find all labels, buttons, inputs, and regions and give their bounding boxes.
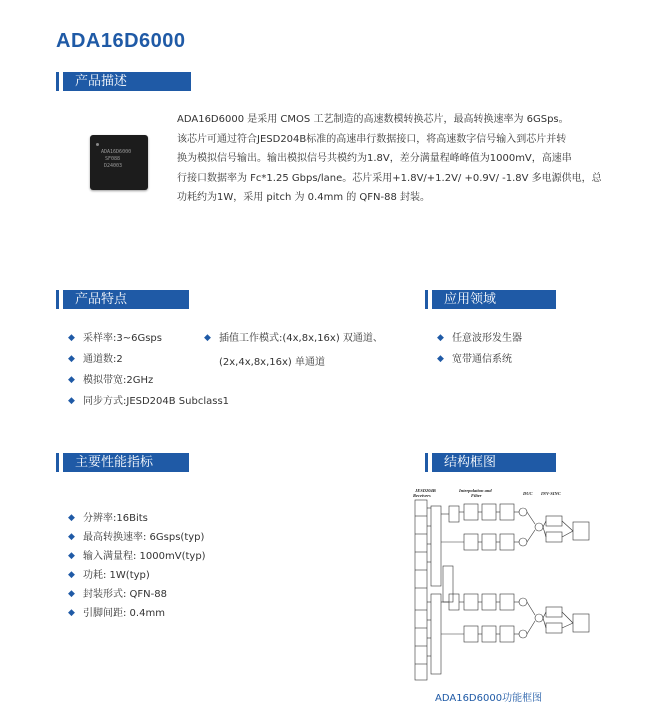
section-specs-header — [56, 453, 189, 472]
list-item: ◆ 任意波形发生器 — [437, 328, 522, 349]
diagram-header-filter: Filter — [471, 493, 482, 498]
section-block-header — [425, 453, 556, 472]
list-item: ◆ 插值工作模式:(4x,8x,16x) 双通道、 — [204, 328, 383, 349]
list-item: ◆ 采样率:3~6Gsps — [68, 328, 229, 349]
diamond-bullet-icon: ◆ — [68, 375, 75, 385]
list-item: ◆ 引脚间距: 0.4mm — [68, 604, 206, 623]
description-line: 换为模拟信号输出。输出模拟信号共模约为1.8V，差分满量程峰峰值为1000mV，高速串 — [177, 153, 572, 164]
product-description — [177, 110, 617, 208]
chip-image — [90, 135, 148, 190]
diamond-bullet-icon: ◆ — [68, 551, 75, 561]
diagram-header-receivers: Receivers — [413, 493, 431, 498]
chip-marking-1: ADA16D6000 — [101, 149, 132, 155]
list-item: ◆ 模拟带宽:2GHz — [68, 370, 229, 391]
section-applications-label: 应用领域 — [432, 290, 556, 309]
diamond-bullet-icon: ◆ — [68, 513, 75, 523]
description-line: 行接口数据率为 Fc*1.25 Gbps/lane。芯片采用+1.8V/+1.2V/ +0.9V/ -1.8V 多电源供电，总 — [177, 172, 602, 184]
block-diagram — [409, 486, 599, 684]
chip-marking-3: D24003 — [104, 163, 123, 169]
list-item: ◆ 功耗: 1W(typ) — [68, 566, 206, 585]
diagram-header-invsinc: INV-SINC — [541, 491, 561, 496]
diamond-bullet-icon: ◆ — [68, 589, 75, 599]
section-description-header — [56, 72, 191, 91]
diamond-bullet-icon: ◆ — [204, 333, 211, 343]
description-line: 功耗约为1W，采用 pitch 为 0.4mm 的 QFN-88 封装。 — [177, 192, 431, 203]
diagram-header-duc: DUC — [523, 491, 533, 496]
list-item: ◆ 通道数:2 — [68, 349, 229, 370]
section-specs-label: 主要性能指标 — [63, 453, 189, 472]
specs-list — [68, 509, 206, 623]
list-item: ◆ 同步方式:JESD204B Subclass1 — [68, 391, 229, 412]
diagram-caption: ADA16D6000功能框图 — [435, 693, 543, 704]
diamond-bullet-icon: ◆ — [68, 570, 75, 580]
diamond-bullet-icon: ◆ — [68, 333, 75, 343]
list-item: ◆ 分辨率:16Bits — [68, 509, 206, 528]
diamond-bullet-icon: ◆ — [68, 532, 75, 542]
diamond-bullet-icon: ◆ — [68, 396, 75, 406]
list-item: ◆ 最高转换速率: 6Gsps(typ) — [68, 528, 206, 547]
diamond-bullet-icon: ◆ — [68, 608, 75, 618]
features-continuation: (2x,4x,8x,16x) 单通道 — [219, 357, 326, 368]
description-line: ADA16D6000 是采用 CMOS 工艺制造的高速数模转换芯片，最高转换速率为 6GSps。 — [177, 114, 569, 125]
diagram-header-jesd: JESD204B — [415, 488, 436, 493]
list-item: ◆ 输入满量程: 1000mV(typ) — [68, 547, 206, 566]
diamond-bullet-icon: ◆ — [68, 354, 75, 364]
description-line: 该芯片可通过符合JESD204B标准的高速串行数据接口，将高速数字信号输入到芯片并转 — [177, 133, 567, 145]
list-item: ◆ 宽带通信系统 — [437, 349, 522, 370]
chip-marking-2: SF088 — [105, 156, 121, 162]
applications-list — [437, 328, 522, 370]
product-title: ADA16D6000 — [56, 30, 186, 52]
section-applications-header — [425, 290, 556, 309]
section-features-header — [56, 290, 189, 309]
diamond-bullet-icon: ◆ — [437, 333, 444, 343]
diagram-header-interp: Interpolation and — [459, 488, 492, 493]
section-description-label: 产品描述 — [63, 72, 191, 91]
section-block-label: 结构框图 — [432, 453, 556, 472]
features-list-2 — [204, 328, 383, 349]
section-features-label: 产品特点 — [63, 290, 189, 309]
diamond-bullet-icon: ◆ — [437, 354, 444, 364]
list-item: ◆ 封装形式: QFN-88 — [68, 585, 206, 604]
